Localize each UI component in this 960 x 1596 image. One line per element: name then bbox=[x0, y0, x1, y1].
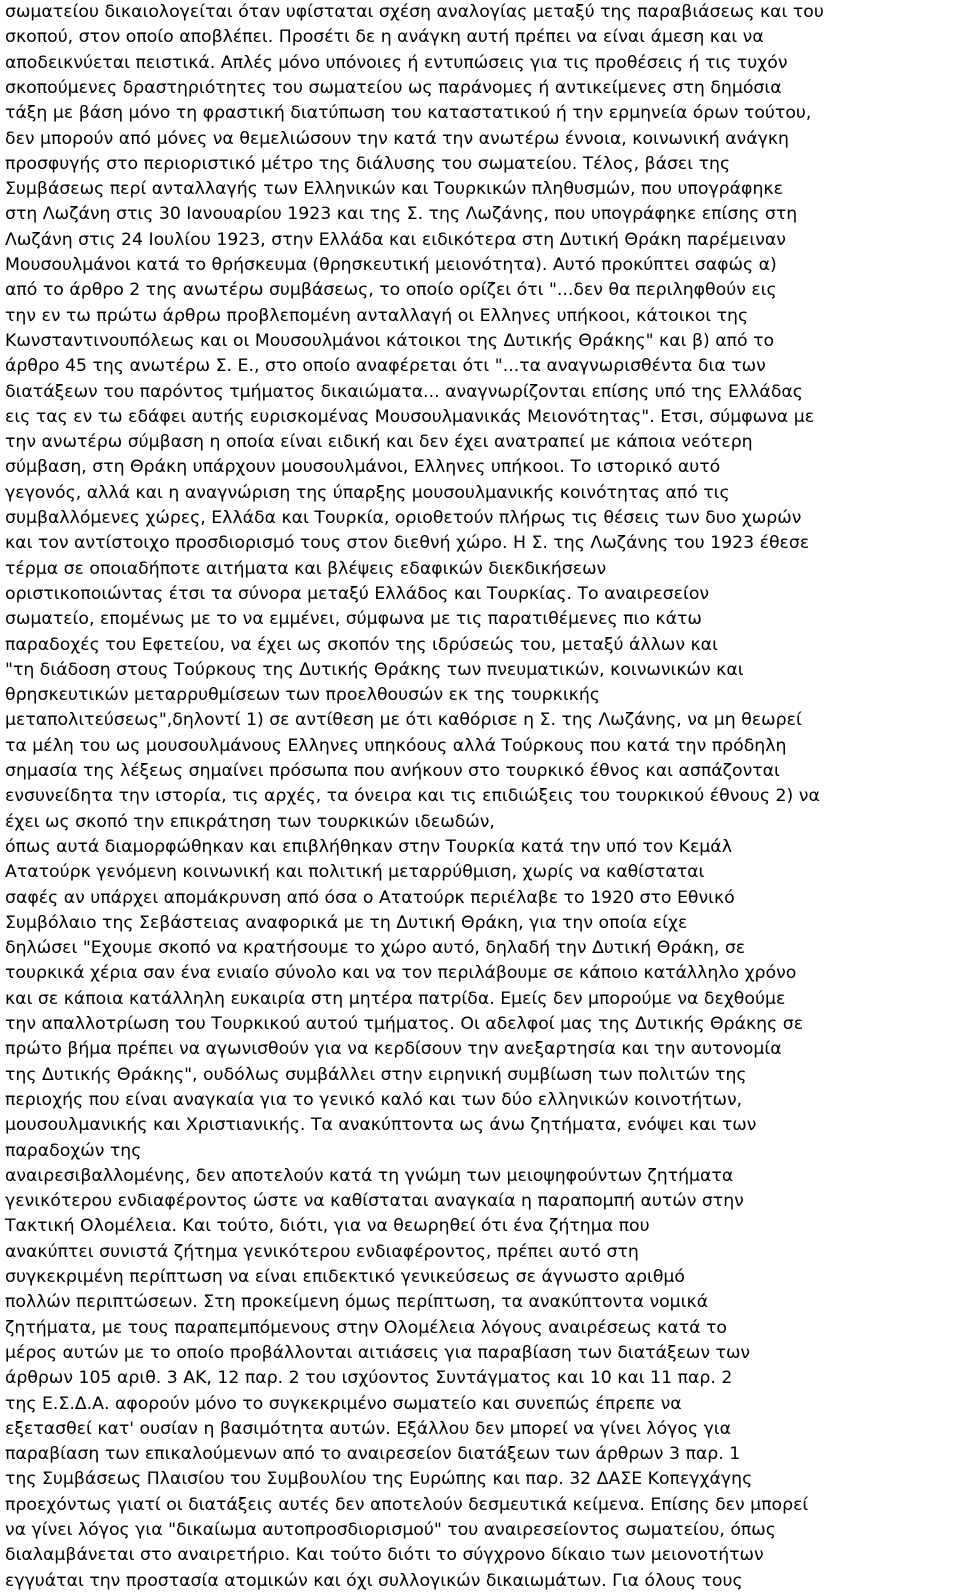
text-line: τουρκικά χέρια σαν ένα ενιαίο σύνολο και να τον περιλάβουμε σε κάποιο κατάλληλο χρόνο bbox=[5, 963, 797, 984]
text-line: τάξη με βάση μόνο τη φραστική διατύπωση του καταστατικού ή την ερμηνεία όρων τούτου, bbox=[5, 103, 812, 124]
text-line: την εν τω πρώτω άρθρω προβλεπομένη ανταλλαγή οι Ελληνες υπήκοοι, κάτοικοι της bbox=[5, 305, 749, 326]
text-line: άρθρο 45 της ανωτέρω Σ. Ε., στο οποίο αναφέρεται ότι "...τα αναγνωρισθέντα δια των bbox=[5, 356, 766, 377]
text-line: τα μέλη του ως μουσουλμάνους Ελληνες υπηκόους αλλά Τούρκους που κατά την πρόδηλη bbox=[5, 735, 787, 756]
text-line: της Δυτικής Θράκης", ουδόλως συμβάλλει στην ειρηνική συμβίωση των πολιτών της bbox=[5, 1064, 747, 1085]
text-line: δηλώσει "Εχουμε σκοπό να κρατήσουμε το χώρο αυτό, δηλαδή την Δυτική Θράκη, σε bbox=[5, 938, 746, 959]
text-line: να γίνει λόγος για "δικαίωμα αυτοπροσδιορισμού" του αναιρεσείοντος σωματείου, όπως bbox=[5, 1520, 776, 1540]
text-line: συμβαλλόμενες χώρες, Ελλάδα και Τουρκία, οριοθετούν πλήρως τις θέσεις των δυο χωρών bbox=[5, 508, 802, 528]
text-line: της Συμβάσεως Πλαισίου του Συμβουλίου της Ευρώπης και παρ. 32 ΔΑΣΕ Κοπεγχάγης bbox=[5, 1469, 753, 1490]
text-line: αναιρεσιβαλλομένης, δεν αποτελούν κατά τη γνώμη των μειοψηφούντων ζητήματα bbox=[5, 1165, 734, 1186]
text-line: Μουσουλμάνοι κατά το θρήσκευμα (θρησκευτική μειονότητα). Αυτό προκύπτει σαφώς α) bbox=[5, 255, 777, 275]
text-line: πρώτο βήμα πρέπει να αγωνισθούν για να κερδίσουν την ανεξαρτησία και την αυτονομία bbox=[5, 1039, 782, 1060]
text-line: πολλών περιπτώσεων. Στη προκείμενη όμως περίπτωση, τα ανακύπτοντα νομικά bbox=[5, 1292, 709, 1313]
text-line: δεν μπορούν από μόνες να θεμελιώσουν την κατά την ανωτέρω έννοια, κοινωνική ανάγκη bbox=[5, 128, 789, 149]
text-line: έχει ως σκοπό την επικράτηση των τουρκικών ιδεωδών, bbox=[5, 811, 495, 832]
text-line: Λωζάνη στις 24 Ιουλίου 1923, στην Ελλάδα και ειδικότερα στη Δυτική Θράκη παρέμειναν bbox=[5, 229, 786, 250]
text-line: γεγονός, αλλά και η αναγνώριση της ύπαρξης μουσουλμανικής κοινότητας από τις bbox=[5, 482, 730, 503]
text-line: μεταπολιτεύσεως",δηλοντί 1) σε αντίθεση με ότι καθόρισε η Σ. της Λωζάνης, να μη θεωρεί bbox=[5, 710, 802, 731]
text-line: την απαλλοτρίωση του Τουρκικού αυτού τμήματος. Οι αδελφοί μας της Δυτικής Θράκης σε bbox=[5, 1014, 804, 1034]
text-line: διατάξεων του παρόντος τμήματος δικαιώματα... αναγνωρίζονται επίσης υπό της Ελλάδας bbox=[5, 381, 803, 402]
text-line: παραδοχές του Εφετείου, να έχει ως σκοπόν της ιδρύσεώς του, μεταξύ άλλων και bbox=[5, 634, 718, 655]
text-line: από το άρθρο 2 της ανωτέρω συμβάσεως, το οποίο ορίζει ότι "...δεν θα περιληφθούν εις bbox=[5, 280, 777, 301]
text-line: της Ε.Σ.Δ.Α. αφορούν μόνο το συγκεκριμένο σωματείο και συνεπώς έπρεπε να bbox=[5, 1393, 682, 1414]
text-line: παραβίαση των επικαλούμενων από το αναιρεσείον διατάξεων των άρθρων 3 παρ. 1 bbox=[5, 1444, 741, 1465]
text-line: σύμβαση, στη Θράκη υπάρχουν μουσουλμάνοι, Ελληνες υπήκοοι. Το ιστορικό αυτό bbox=[5, 457, 721, 478]
text-line: περιοχής που είναι αναγκαία για το γενικό καλό και των δύο ελληνικών κοινοτήτων, bbox=[5, 1089, 743, 1110]
text-line: ζητήματα, με τους παραπεμπόμενους στην Ολομέλεια λόγους αναιρέσεως κατά το bbox=[5, 1317, 727, 1338]
text-line: προεχόντως γιατί οι διατάξεις αυτές δεν αποτελούν δεσμευτικά κείμενα. Επίσης δεν μπορεί bbox=[5, 1494, 809, 1515]
text-line: διαλαμβάνεται στο αναιρετήριο. Και τούτο διότι το σύγχρονο δίκαιο των μειονοτήτων bbox=[5, 1545, 764, 1566]
text-line: οριστικοποιώντας έτσι τα σύνορα μεταξύ Ελλάδος και Τουρκίας. Το αναιρεσείον bbox=[5, 583, 710, 604]
text-line: ανακύπτει συνιστά ζήτημα γενικότερου ενδιαφέροντος, πρέπει αυτό στη bbox=[5, 1241, 639, 1262]
text-line: σαφές αν υπάρχει απομάκρυνση από όσα ο Ατατούρκ περιέλαβε το 1920 στο Εθνικό bbox=[5, 887, 735, 908]
text-line: Συμβόλαιο της Σεβάστειας αναφορικά με τη Δυτική Θράκη, για την οποία είχε bbox=[5, 912, 688, 933]
text-line: Ατατούρκ γενόμενη κοινωνική και πολιτική μεταρρύθμιση, χωρίς να καθίσταται bbox=[5, 862, 705, 883]
text-line: Συμβάσεως περί ανταλλαγής των Ελληνικών και Τουρκικών πληθυσμών, που υπογράφηκε bbox=[5, 179, 783, 200]
text-line: Τακτική Ολομέλεια. Και τούτο, διότι, για να θεωρηθεί ότι ένα ζήτημα που bbox=[5, 1216, 650, 1237]
text-line: σκοπού, στον οποίο αποβλέπει. Προσέτι δε η ανάγκη αυτή πρέπει να είναι άμεση και να bbox=[5, 27, 764, 48]
text-line: και σε κάποια κατάλληλη ευκαιρία στη μητέρα πατρίδα. Εμείς δεν μπορούμε να δεχθούμε bbox=[5, 988, 786, 1009]
text-line: θρησκευτικών μεταρρυθμίσεων των προελθουσών εκ της τουρκικής bbox=[5, 685, 600, 706]
text-line: παραδοχών της bbox=[5, 1140, 142, 1161]
text-line: προσφυγής στο περιοριστικό μέτρο της διάλυσης του σωματείου. Τέλος, βάσει της bbox=[5, 153, 731, 174]
text-line: και τον αντίστοιχο προσδιορισμό τους στον διεθνή χώρο. Η Σ. της Λωζάνης του 1923 έθεσε bbox=[5, 533, 810, 554]
text-line: "τη διάδοση στους Τούρκους της Δυτικής Θράκης των πνευματικών, κοινωνικών και bbox=[5, 659, 744, 680]
text-line: αποδεικνύεται πειστικά. Απλές μόνο υπόνοιες ή εντυπώσεις για τις προθέσεις ή τις τυχόν bbox=[5, 52, 788, 73]
text-line: την ανωτέρω σύμβαση η οποία είναι ειδική και δεν έχει ανατραπεί με κάποια νεότερη bbox=[5, 432, 753, 453]
text-line: σωματείου δικαιολογείται όταν υφίσταται σχέση αναλογίας μεταξύ της παραβιάσεως και του bbox=[5, 2, 824, 22]
text-line: σωματείο, επομένως με το να εμμένει, σύμφωνα με τις παρατιθέμενες πιο κάτω bbox=[5, 609, 702, 630]
text-line: ενσυνείδητα την ιστορία, τις αρχές, τα όνειρα και τις επιδιώξεις του τουρκικού έθνους 2) να bbox=[5, 786, 820, 807]
text-line: Κωνσταντινουπόλεως και οι Μουσουλμάνοι κάτοικοι της Δυτικής Θράκης" και β) από το bbox=[5, 330, 775, 351]
text-line: συγκεκριμένη περίπτωση να είναι επιδεκτικό γενικεύσεως σε άγνωστο αριθμό bbox=[5, 1267, 685, 1287]
text-line: στη Λωζάνη στις 30 Ιανουαρίου 1923 και της Σ. της Λωζάνης, που υπογράφηκε επίσης στη bbox=[5, 204, 798, 225]
text-line: σκοπούμενες δραστηριότητες του σωματείου ως παράνομες ή αντικείμενες στη δημόσια bbox=[5, 77, 782, 98]
text-line: εγγυάται την προστασία ατομικών και όχι συλλογικών δικαιωμάτων. Για όλους τους bbox=[5, 1570, 743, 1591]
text-line: εξετασθεί κατ' ουσίαν η βασιμότητα αυτών. Εξάλλου δεν μπορεί να γίνει λόγος για bbox=[5, 1418, 732, 1439]
text-line: όπως αυτά διαμορφώθηκαν και επιβλήθηκαν στην Τουρκία κατά την υπό τον Κεμάλ bbox=[5, 836, 732, 857]
text-line: γενικότερου ενδιαφέροντος ώστε να καθίσταται αναγκαία η παραπομπή αυτών στην bbox=[5, 1191, 744, 1212]
text-line: τέρμα σε οποιαδήποτε αιτήματα και βλέψεις εδαφικών διεκδικήσεων bbox=[5, 558, 607, 579]
text-line: εις τας εν τω εδάφει αυτής ευρισκομένας Μουσουλμανικάς Μειονότητας". Ετσι, σύμφωνα με bbox=[5, 406, 815, 427]
text-line: σημασία της λέξεως σημαίνει πρόσωπα που ανήκουν στο τουρκικό έθνος και ασπάζονται bbox=[5, 761, 780, 781]
text-line: μουσουλμανικής και Χριστιανικής. Τα ανακύπτοντα ως άνω ζητήματα, ενόψει και των bbox=[5, 1115, 757, 1136]
text-line: μέρος αυτών με το οποίο προβάλλονται αιτιάσεις για παραβίαση των διατάξεων των bbox=[5, 1342, 751, 1363]
text-line: άρθρων 105 αριθ. 3 ΑΚ, 12 παρ. 2 του ισχύοντος Συντάγματος και 10 και 11 παρ. 2 bbox=[5, 1368, 733, 1389]
